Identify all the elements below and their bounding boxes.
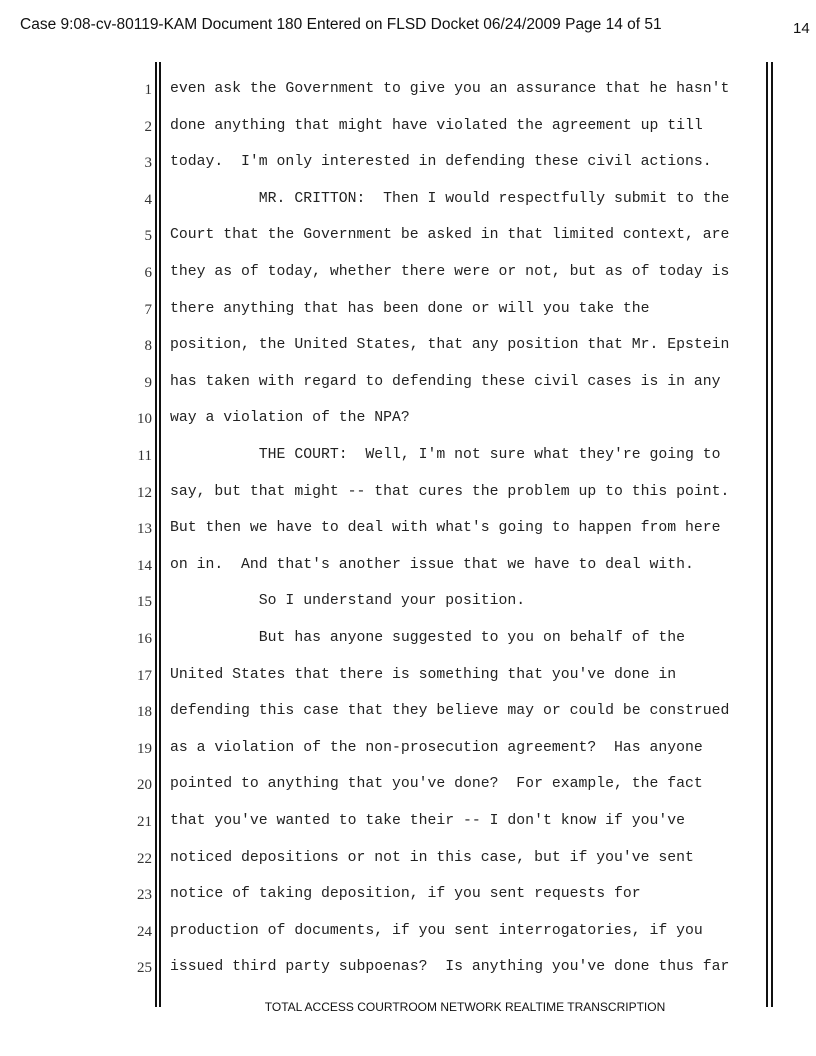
transcript-line: done anything that might have violated the agreement up till bbox=[170, 117, 703, 134]
line-number: 8 bbox=[144, 338, 152, 355]
transcript-line: But then we have to deal with what's going to happen from here bbox=[170, 520, 721, 537]
line-number: 21 bbox=[137, 814, 152, 830]
transcript-page-number: 14 bbox=[793, 20, 810, 37]
line-number: 24 bbox=[137, 923, 152, 940]
transcript-line: MR. CRITTON: Then I would respectfully submit to the bbox=[170, 190, 730, 207]
transcript-line: today. I'm only interested in defending these civil actions. bbox=[170, 154, 712, 171]
transcript-line: position, the United States, that any position that Mr. Epstein bbox=[170, 337, 730, 354]
left-margin-rule-inner bbox=[159, 62, 161, 1007]
transcript-line: way a violation of the NPA? bbox=[170, 410, 410, 427]
transcript-line: pointed to anything that you've done? For example, the fact bbox=[170, 776, 703, 793]
case-header-text: Case 9:08-cv-80119-KAM Document 180 Entered on FLSD Docket 06/24/2009 Page 14 of 51 bbox=[20, 16, 662, 33]
line-number: 20 bbox=[137, 777, 152, 794]
transcript-line: THE COURT: Well, I'm not sure what they're going to bbox=[170, 447, 721, 463]
line-number: 15 bbox=[137, 594, 152, 611]
line-number: 10 bbox=[137, 411, 152, 428]
line-number: 13 bbox=[137, 521, 152, 538]
line-number: 7 bbox=[144, 301, 152, 318]
line-number: 19 bbox=[137, 740, 152, 757]
line-number: 17 bbox=[137, 667, 152, 684]
transcript-line: they as of today, whether there were or not, but as of today is bbox=[170, 264, 730, 280]
transcript-line: has taken with regard to defending these civil cases is in any bbox=[170, 373, 721, 390]
line-number: 23 bbox=[137, 887, 152, 904]
transcript-line: that you've wanted to take their -- I don't know if you've bbox=[170, 813, 686, 829]
transcript-line: noticed depositions or not in this case, but if you've sent bbox=[170, 849, 694, 866]
page-header bbox=[0, 14, 816, 42]
line-number: 9 bbox=[144, 374, 152, 391]
right-margin-rule-inner bbox=[766, 62, 768, 1007]
line-number: 6 bbox=[144, 265, 152, 281]
transcript-line: there anything that has been done or will you take the bbox=[170, 300, 650, 317]
line-number: 2 bbox=[144, 118, 152, 135]
left-margin-rule-outer bbox=[155, 62, 157, 1007]
transcript-line: production of documents, if you sent interrogatories, if you bbox=[170, 922, 703, 939]
transcript-line: issued third party subpoenas? Is anything you've done thus far bbox=[170, 959, 730, 976]
transcript-line: But has anyone suggested to you on behalf of the bbox=[170, 630, 686, 646]
line-number: 12 bbox=[137, 484, 152, 501]
right-margin-rule-outer bbox=[771, 62, 773, 1007]
transcript-line: as a violation of the non-prosecution agreement? Has anyone bbox=[170, 739, 703, 756]
line-number: 14 bbox=[137, 557, 152, 574]
transcript-line: on in. And that's another issue that we have to deal with. bbox=[170, 556, 694, 573]
line-number: 1 bbox=[144, 82, 152, 98]
line-number: 25 bbox=[137, 960, 152, 977]
line-number: 16 bbox=[137, 631, 152, 647]
transcript-line: Court that the Government be asked in that limited context, are bbox=[170, 227, 730, 244]
transcript-line: defending this case that they believe may or could be construed bbox=[170, 703, 730, 720]
transcript-line: even ask the Government to give you an assurance that he hasn't bbox=[170, 81, 730, 97]
line-number: 22 bbox=[137, 850, 152, 867]
transcript-line: say, but that might -- that cures the problem up to this point. bbox=[170, 483, 730, 500]
transcript-line: So I understand your position. bbox=[170, 593, 526, 610]
transcript-line: United States that there is something that you've done in bbox=[170, 666, 677, 683]
line-number: 4 bbox=[144, 191, 152, 208]
page-footer: TOTAL ACCESS COURTROOM NETWORK REALTIME TRANSCRIPTION bbox=[264, 1000, 666, 1014]
line-number: 18 bbox=[137, 704, 152, 721]
transcript-line: notice of taking deposition, if you sent requests for bbox=[170, 886, 641, 903]
line-number: 3 bbox=[144, 155, 152, 172]
line-number: 11 bbox=[137, 448, 152, 464]
line-number: 5 bbox=[144, 228, 152, 245]
